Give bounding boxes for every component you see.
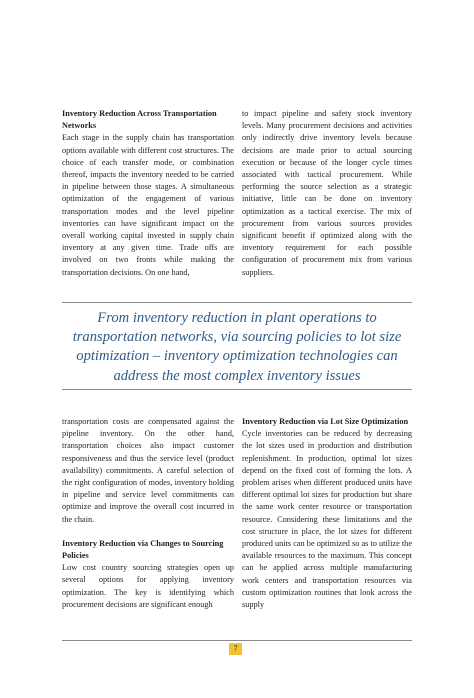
paragraph-procurement: to impact pipeline and safety stock inventory levels. Many procurement decisions and activities only indirectly drive inventory levels because decisions are made prior to actual sourcing execution or because of the longer cycle times associated with tactical procurement. While performing the source selection as a strategic initiative, little can be done on inventory optimization as a tactical exercise. The mix of procurement from various sources provides significant benefit if optimized along with the inventory requirement for each possible configuration of procurement mix from various suppliers.	[242, 109, 412, 277]
section-heading-lot-size: Inventory Reduction via Lot Size Optimization	[242, 417, 409, 426]
section-heading-sourcing: Inventory Reduction via Changes to Sourcing Policies	[62, 538, 224, 561]
paragraph-transportation-cont: transportation costs are compensated against the pipeline inventory. On the other hand, transportation choices also impact customer responsiveness and thus the service level (product availability) commitments. A careful selection of the right configuration of modes, inventory holding in pipeline and service level commitments can optimize and improve the overall cost incurred in the chain.	[62, 417, 234, 524]
paragraph-transportation: Each stage in the supply chain has transportation options available with different cost structures. The choice of each transfer mode, or combination thereof, impacts the inventory needed to be carried in pipeline between those stages. A simultaneous optimization of the engagement of various transportation modes and the level pipeline inventories can have significant impact on the overall working capital invested in supply chain inventory at any given time. Trade offs are involved on two fronts while making the transportation decisions. On one hand,	[62, 133, 234, 277]
top-right-column	[242, 108, 412, 279]
top-left-column	[62, 108, 234, 279]
page-number-badge: 7	[229, 643, 242, 655]
quote-bottom-rule	[62, 389, 412, 390]
bottom-right-column	[242, 416, 412, 611]
footer-rule	[62, 640, 412, 641]
paragraph-sourcing: Low cost country sourcing strategies open up several options for applying inventory optimization. The key is identifying which procurement decisions are significant enough	[62, 563, 234, 609]
section-heading-transportation: Inventory Reduction Across Transportation Networks	[62, 109, 217, 131]
pull-quote: From inventory reduction in plant operations to transportation networks, via sourcing policies to lot size optimization – inventory optimization technologies can address the most complex inventory issues	[72, 310, 402, 384]
quote-top-rule	[62, 302, 412, 303]
bottom-left-column	[62, 416, 234, 611]
spacer	[62, 526, 234, 538]
paragraph-lot-size: Cycle inventories can be reduced by decreasing the lot sizes used in production and distribution replenishment. In production, optimal lot sizes depend on the fixed cost of forming the lots. A problem arises when different produced units have different optimal lot sizes for production but share the same work center resource or transportation resource. Considering these limitations and the cost structure in place, the lot sizes for different produced units can be optimized so as to utilize the available resources to the maximum. This concept can be applied across multiple manufacturing work centers and transportation resources via custom optimization routines that look across the supply	[242, 429, 412, 610]
